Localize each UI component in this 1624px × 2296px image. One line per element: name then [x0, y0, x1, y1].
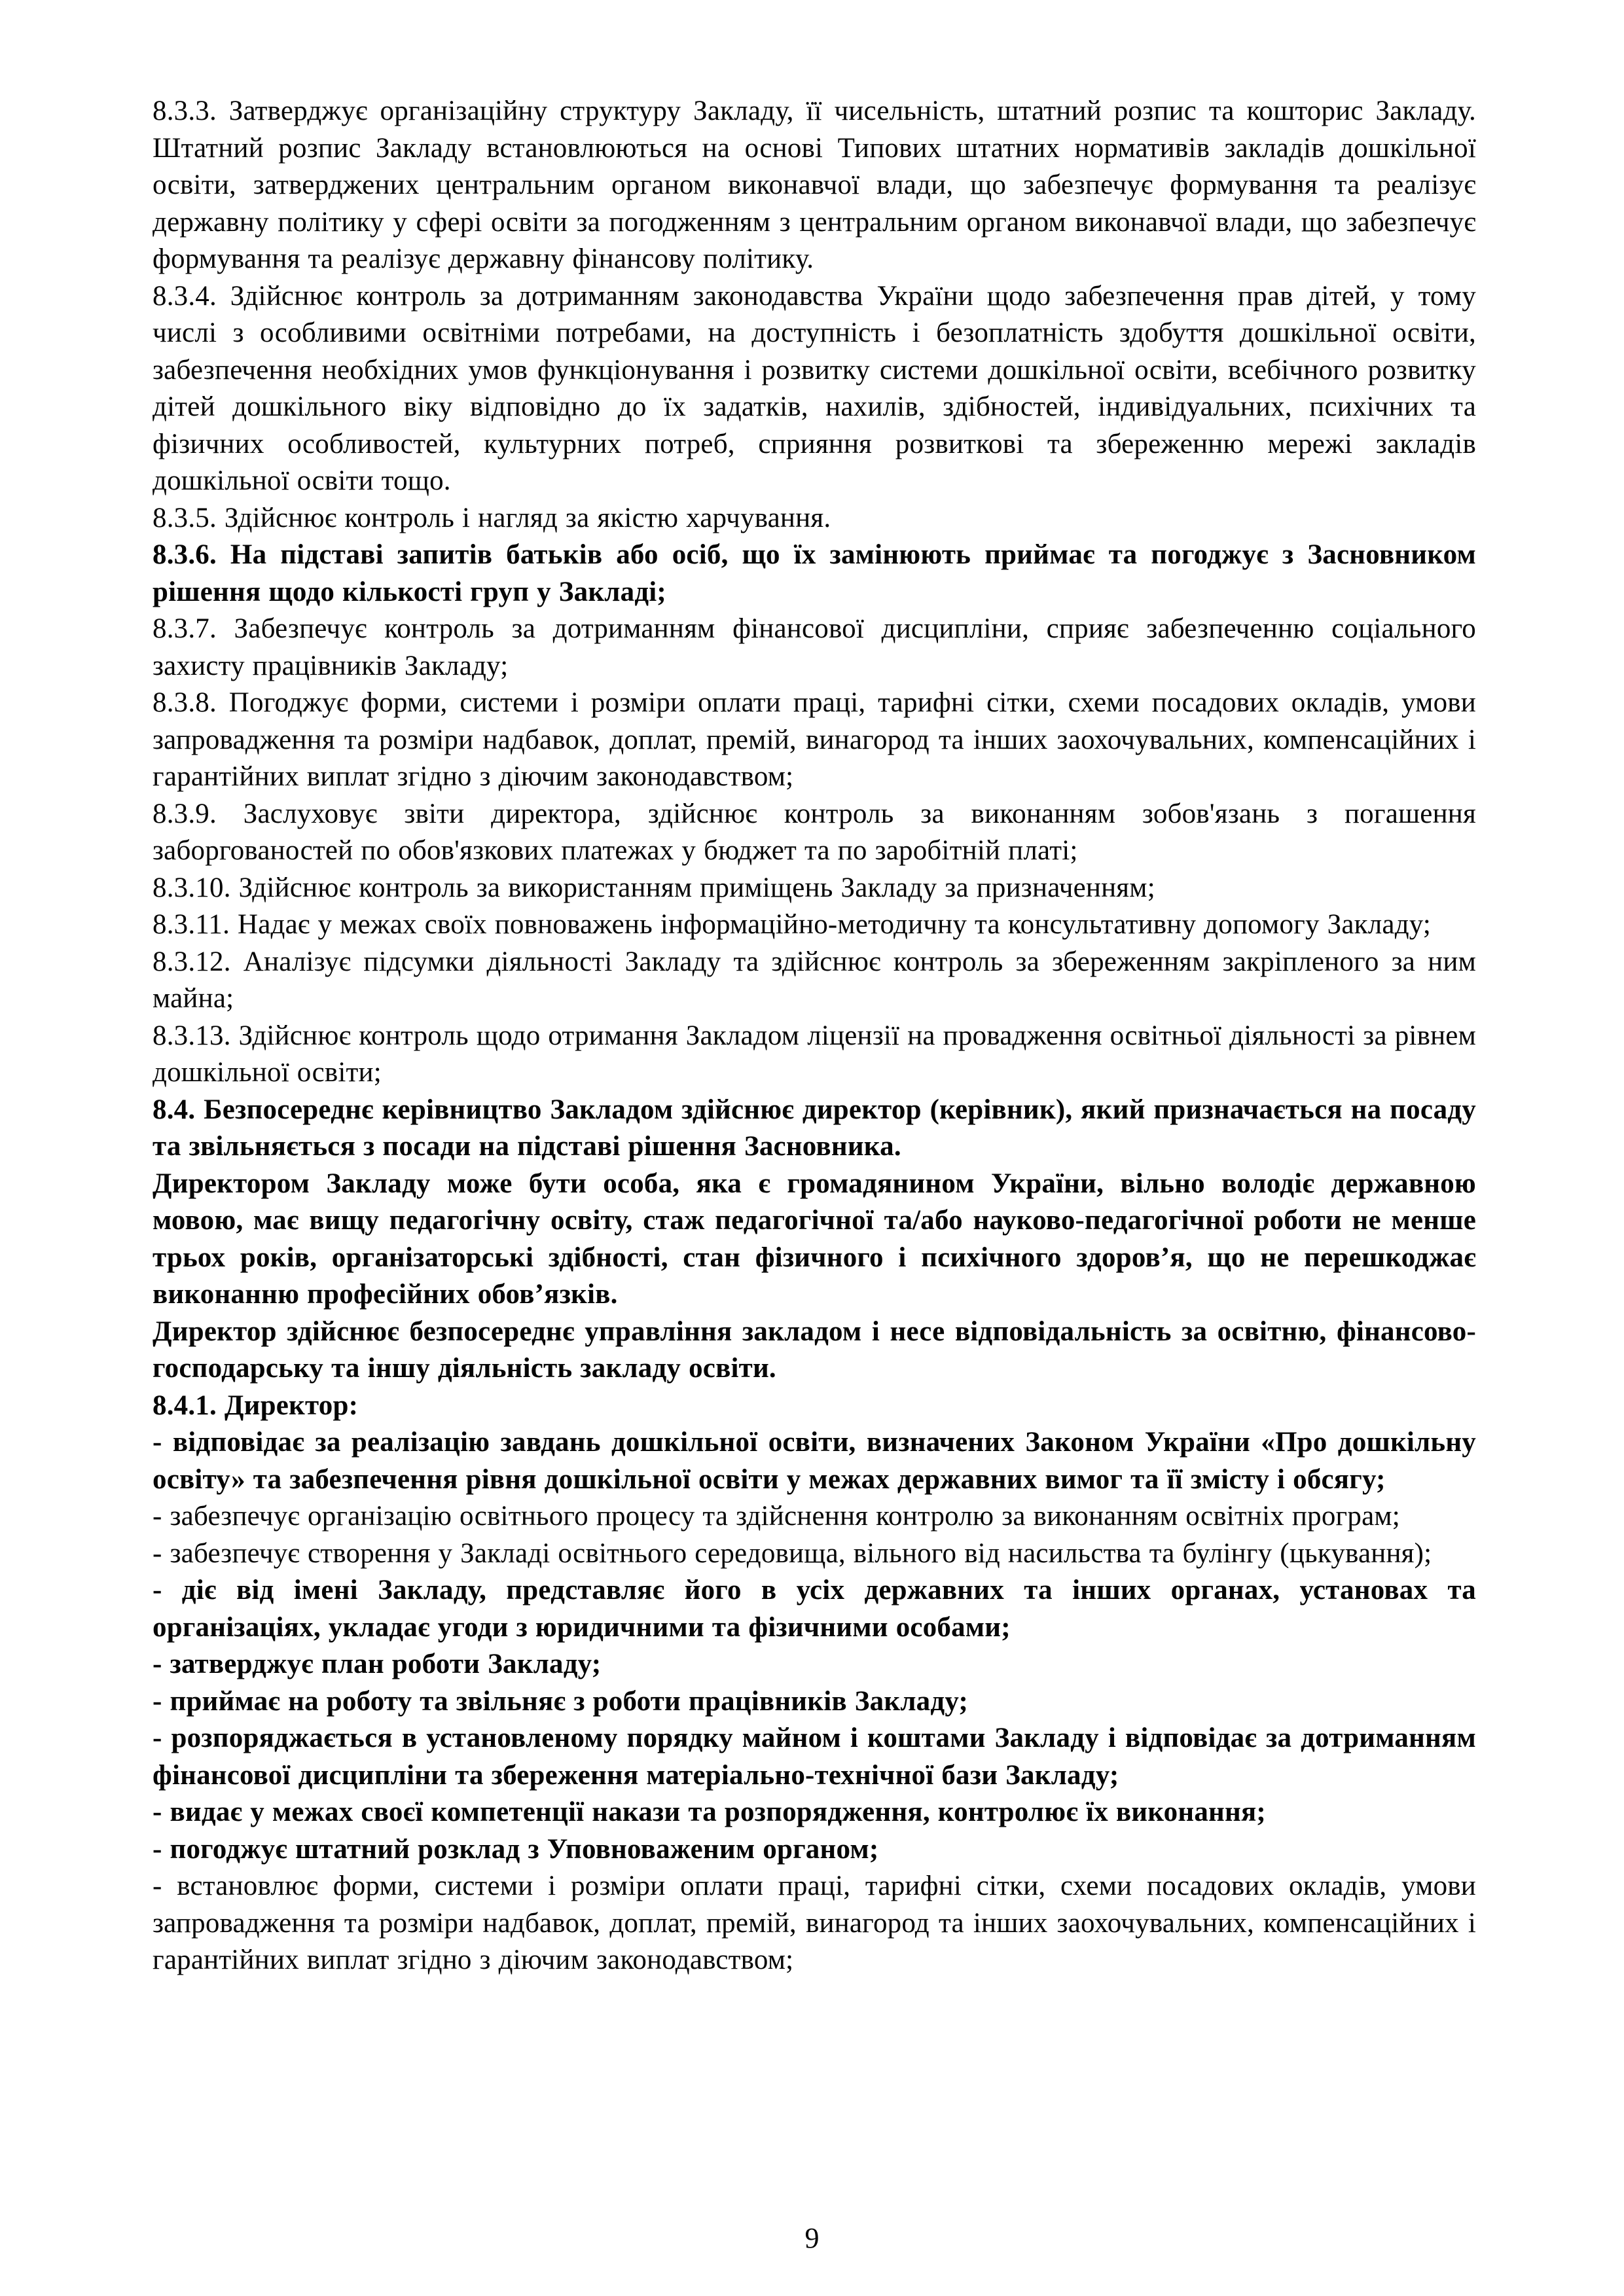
paragraph: - діє від імені Закладу, представляє його в усіх державних та інших органах, установах та організаціях, укладає угоди з юридичними та фізичними особами; — [153, 1575, 1476, 1643]
paragraph: Директор здійснює безпосереднє управління закладом і несе відповідальність за освітню, фінансово-господарську та іншу діяльність закладу освіти. — [153, 1316, 1476, 1384]
paragraph: 8.3.11. Надає у межах своїх повноважень інформаційно-методичну та консультативну допомогу Закладу; — [153, 909, 1432, 940]
paragraph: 8.3.12. Аналізує підсумки діяльності Закладу та здійснює контроль за збереженням закріпленого за ним майна; — [153, 946, 1476, 1014]
paragraph: - відповідає за реалізацію завдань дошкільної освіти, визначених Законом України «Про дошкільну освіту» та забезпечення рівня дошкільної освіти у межах державних вимог та її змісту і обсягу; — [153, 1427, 1476, 1495]
paragraph: - погоджує штатний розклад з Уповноваженим органом; — [153, 1833, 879, 1865]
paragraph: Директором Закладу може бути особа, яка є громадянином України, вільно володіє державною мовою, має вищу педагогічну освіту, стаж педагогічної та/або науково-педагогічної роботи не менше трьох років, організаторські здібності, стан фізичного і психічного здоров’я, що не перешкоджає виконанню професійних обов’язків. — [153, 1168, 1476, 1310]
paragraph: 8.3.7. Забезпечує контроль за дотриманням фінансової дисципліни, сприяє забезпеченню соціального захисту працівників Закладу; — [153, 613, 1476, 681]
paragraph: - забезпечує створення у Закладі освітнього середовища, вільного від насильства та булінгу (цькування); — [153, 1537, 1432, 1569]
paragraph: 8.4. Безпосереднє керівництво Закладом здійснює директор (керівник), який призначається на посаду та звільняється з посади на підставі рішення Засновника. — [153, 1094, 1476, 1162]
paragraph: 8.3.6. На підставі запитів батьків або осіб, що їх замінюють приймає та погоджує з Засновником рішення щодо кількості груп у Закладі; — [153, 539, 1476, 607]
paragraph: 8.4.1. Директор: — [153, 1390, 359, 1421]
paragraph: - затверджує план роботи Закладу; — [153, 1649, 602, 1679]
paragraph: - встановлює форми, системи і розміри оплати праці, тарифні сітки, схеми посадових окладів, умови запровадження та розміри надбавок, доплат, премій, винагород та інших заохочувальних, компенсаційних і гарантійних виплат згідно з діючим законодавством; — [153, 1871, 1476, 1975]
paragraph: 8.3.5. Здійснює контроль і нагляд за якістю харчування. — [153, 502, 831, 533]
paragraph: - забезпечує організацію освітнього процесу та здійснення контролю за виконанням освітніх програм; — [153, 1501, 1400, 1532]
paragraph: - розпоряджається в установленому порядку майном і коштами Закладу і відповідає за дотриманням фінансової дисципліни та збереження матеріально-технічної бази Закладу; — [153, 1723, 1476, 1791]
paragraph: 8.3.4. Здійснює контроль за дотриманням законодавства України щодо забезпечення прав дітей, у тому числі з особливими освітніми потребами, на доступність і безоплатність здобуття дошкільної освіти, забезпечення необхідних умов функціонування і розвитку системи дошкільної освіти, всебічного розвитку дітей дошкільного віку відповідно до їх задатків, нахилів, здібностей, індивідуальних, психічних та фізичних особливостей, культурних потреб, сприяння розвиткові та збереженню мережі закладів дошкільної освіти тощо. — [153, 280, 1476, 496]
paragraph: 8.3.9. Заслуховує звіти директора, здійснює контроль за виконанням зобов'язань з погашення заборгованостей по обов'язкових платежах у бюджет та по заробітній платі; — [153, 798, 1476, 866]
page-number: 9 — [804, 2222, 820, 2254]
paragraph: - приймає на роботу та звільняє з роботи працівників Закладу; — [153, 1685, 968, 1717]
document-body — [153, 93, 1476, 1979]
paragraph: 8.3.8. Погоджує форми, системи і розміри оплати праці, тарифні сітки, схеми посадових окладів, умови запровадження та розміри надбавок, доплат, премій, винагород та інших заохочувальних, компенсаційних і гарантійних виплат згідно з діючим законодавством; — [153, 687, 1476, 792]
paragraph: 8.3.3. Затверджує організаційну структуру Закладу, її чисельність, штатний розпис та кошторис Закладу. Штатний розпис Закладу встановлюються на основі Типових штатних нормативів закладів дошкільної освіти, затверджених центральним органом виконавчої влади, що забезпечує формування та реалізує державну політику у сфері освіти за погодженням з центральним органом виконавчої влади, що забезпечує формування та реалізує державну фінансову політику. — [153, 96, 1476, 274]
paragraph: - видає у межах своєї компетенції накази та розпорядження, контролює їх виконання; — [153, 1797, 1266, 1827]
paragraph: 8.3.13. Здійснює контроль щодо отримання Закладом ліцензії на провадження освітньої діяльності за рівнем дошкільної освіти; — [153, 1020, 1476, 1088]
paragraph: 8.3.10. Здійснює контроль за використанням приміщень Закладу за призначенням; — [153, 872, 1155, 903]
